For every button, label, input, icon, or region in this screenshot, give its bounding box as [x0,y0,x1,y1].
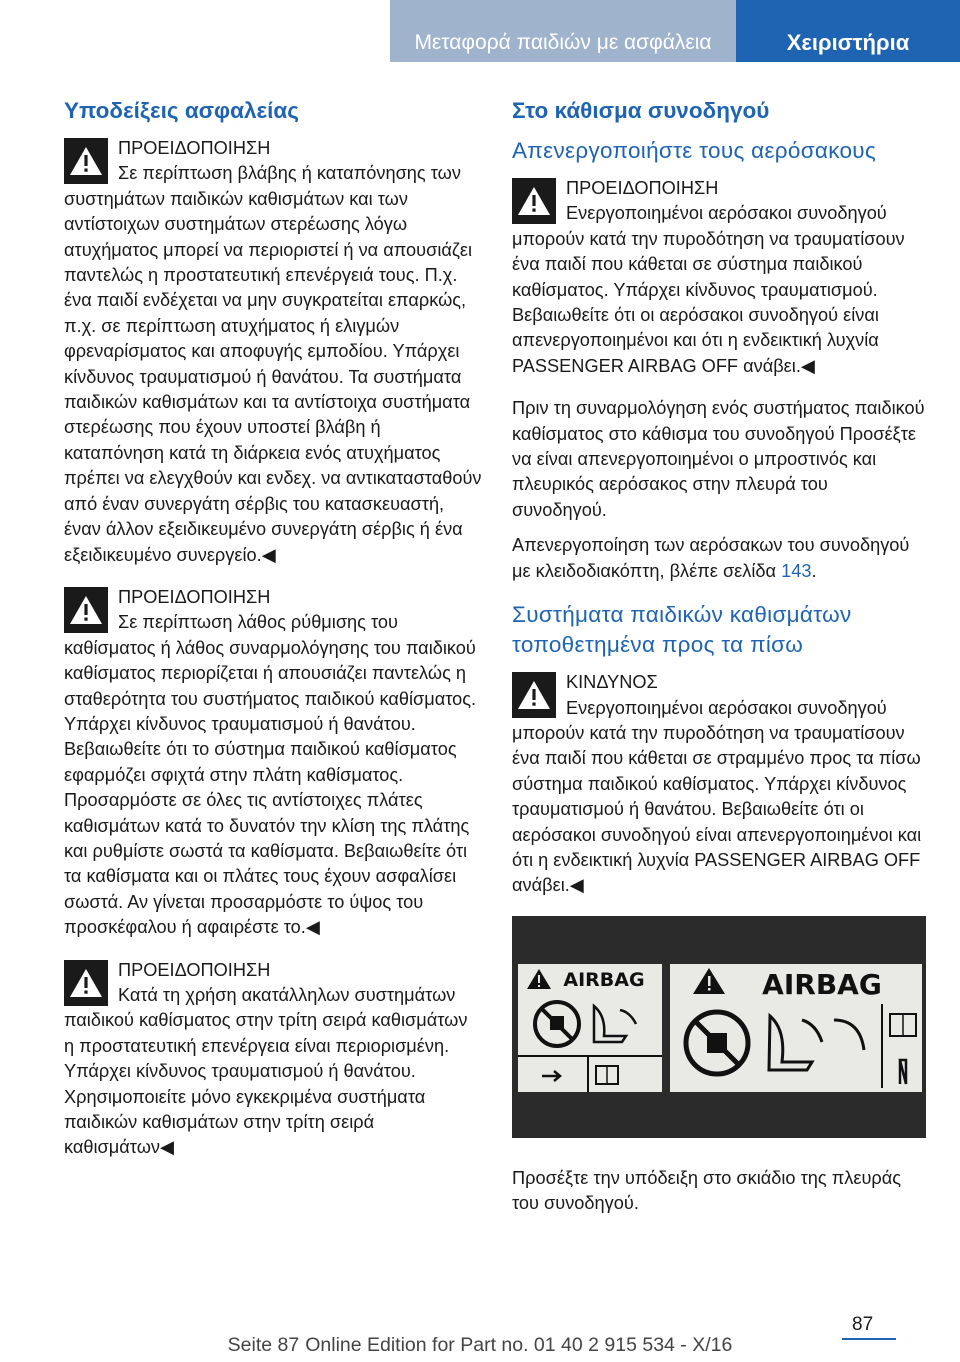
airbag-label-text-small: AIRBAG [563,968,645,991]
warning-block-airbags [512,176,926,379]
key-switch-end: . [811,560,817,581]
page-reference-link[interactable]: 143 [781,560,812,581]
danger-text: Ενεργοποιημένοι αερόσακοι συνοδηγού μπορούν κατά την πυροδότηση να τραυματίσουν ένα παιδί που κάθεται σε στραμμένο προς τα πίσω σύστημα παιδικού καθίσματος. Υπάρχει κίνδυνος τραυματισμού ή θανάτου. Βεβαιωθείτε ότι οι αερόσακοι συνοδηγού είναι απενεργοποιημένοι και ότι η ενδεικτική λυχνία PASSENGER AIRBAG OFF ανάβει.◀ [512,697,922,896]
online-edition-footer [0,1334,960,1357]
warning-title: ΠΡΟΕΙΔΟΠΟΙΗΣΗ [118,586,271,607]
airbag-warning-label-photo [512,916,926,1138]
warning-icon [64,138,108,184]
page-number: 87 [852,1314,874,1335]
warning-text: Ενεργοποιημένοι αερόσακοι συνοδηγού μπορούν κατά την πυροδότηση να τραυματίσουν ένα παιδί που κάθεται σε σύστημα παιδικού καθίσματος. Υπάρχει κίνδυνος τραυματισμού. Βεβαιωθείτε ότι οι αερόσακοι συνοδηγού είναι απενεργοποιημένοι και ότι η ενδεικτική λυχνία PASSENGER AIRBAG OFF ανάβει.◀ [512,203,905,376]
danger-title: ΚΙΝΔΥΝΟΣ [566,672,658,693]
deactivate-airbags-heading: Απενεργοποιήστε τους αερόσακους [512,138,877,163]
paragraph-key-switch [512,533,926,584]
warning-text: Σε περίπτωση λάθος ρύθμισης του καθίσματος ή λάθος συναρμολόγησης του παιδικού καθίσματος περιορίζεται ή απουσιάζει παντελώς η σταθερότητα του συστήματος παιδικού καθίσματος. Υπάρχει κίνδυνος τραυματισμού ή θανάτου. Βεβαιωθείτε ότι το σύστημα παιδικού καθίσματος εφαρμόζει σφιχτά στην πλάτη καθίσματος. Προσαρμόστε σε όλες τις αντίστοιχες πλάτες καθισμάτων κατά το δυνατόν την κλίση της πλάτης και ρυθμίστε σωστά τα καθίσματα. Βεβαιωθείτε ότι τα καθίσματα και οι πλάτες τους έχουν ασφαλίσει σωστά. Αν γίνεται προσαρμόστε το ύψος του προσκέφαλου ή αφαιρέστε το.◀ [64,612,477,938]
warning-title: ΠΡΟΕΙΔΟΠΟΙΗΣΗ [118,959,271,980]
header-chapter-title: Χειριστήρια [736,0,960,62]
warning-title: ΠΡΟΕΙΔΟΠΟΙΗΣΗ [566,178,719,198]
right-column [512,96,926,1227]
passenger-seat-heading: Στο κάθισμα συνοδηγού [512,98,770,123]
label-caption: Προσέξτε την υπόδειξη στο σκιάδιο της πλευράς του συνοδηγού. [512,1167,902,1214]
warning-block-damage [64,136,482,568]
warning-icon [512,178,556,224]
key-switch-text: Απενεργοποίηση των αερόσακων του συνοδηγού με κλειδοδιακόπτη, βλέπε σελίδα [512,535,910,581]
warning-block-adjustment [64,585,482,941]
left-column [64,96,482,1178]
warning-icon [64,587,108,633]
warning-text: Κατά τη χρήση ακατάλληλων συστημάτων παιδικού καθίσματος στην τρίτη σειρά καθισμάτων η προστατευτική επενέργεια είναι περιορισμένη. Υπάρχει κίνδυνος τραυματισμού ή θανάτου. Χρησιμοποιείτε μόνο εγκεκριμένα συστήματα παιδικών καθισμάτων στην τρίτη σειρά καθισμάτων◀ [64,985,468,1158]
page-header [0,0,960,62]
rear-facing-heading: Συστήματα παιδικών καθισμάτων τοποθετημένα προς τα πίσω [512,602,852,658]
warning-text: Σε περίπτωση βλάβης ή καταπόνησης των συστημάτων παιδικών καθισμάτων και των αντίστοιχων συστημάτων στερέωσης λόγω ατυχήματος μπορεί να περιοριστεί ή να απουσιάζει παντελώς η προστατευτική επενέργειά τους. Π.χ. ένα παιδί ενδέχεται να μην συγκρατείται επαρκώς, π.χ. σε περίπτωση ατυχήματος ή ελιγμών φρεναρίσματος και αποφυγής εμποδίου. Υπάρχει κίνδυνος τραυματισμού ή θανάτου. Τα συστήματα παιδικών καθισμάτων και τα αντίστοιχα συστήματα στερέωσης που έχουν υποστεί βλάβη ή καταπόνηση κατά τη διάρκεια ενός ατυχήματος πρέπει να ελεγχθούν και ενδεχ. να αντικατασταθούν από έναν συνεργάτη σέρβις του κατασκευαστή, έναν άλλον εξειδικευμένο συνεργάτη σέρβις ή ένα εξειδικευμένο συνεργείο.◀ [64,163,482,565]
warning-block-third-row [64,958,482,1161]
watermark-text: Seite 87 [227,1334,300,1356]
small-airbag-label [518,964,662,1092]
header-section-title: Μεταφορά παιδιών με ασφάλεια [390,0,736,62]
danger-block [512,670,926,899]
warning-icon [64,960,108,1006]
paragraph-before-assembly: Πριν τη συναρμολόγηση ενός συστήματος παιδικού καθίσματος στο κάθισμα του συνοδηγού Προσέξτε να είναι απενεργοποιημένοι ο μπροστινός και πλευρικός αερόσακος στην πλευρά του συνοδηγού. [512,398,925,520]
safety-heading: Υποδείξεις ασφαλείας [64,98,299,123]
edition-text: Online Edition for Part no. 01 40 2 915 534 - X/16 [305,1334,733,1356]
airbag-label-text-large: AIRBAG [762,967,882,1001]
warning-title: ΠΡΟΕΙΔΟΠΟΙΗΣΗ [118,138,271,158]
warning-icon [512,672,556,718]
large-airbag-label [670,964,922,1092]
